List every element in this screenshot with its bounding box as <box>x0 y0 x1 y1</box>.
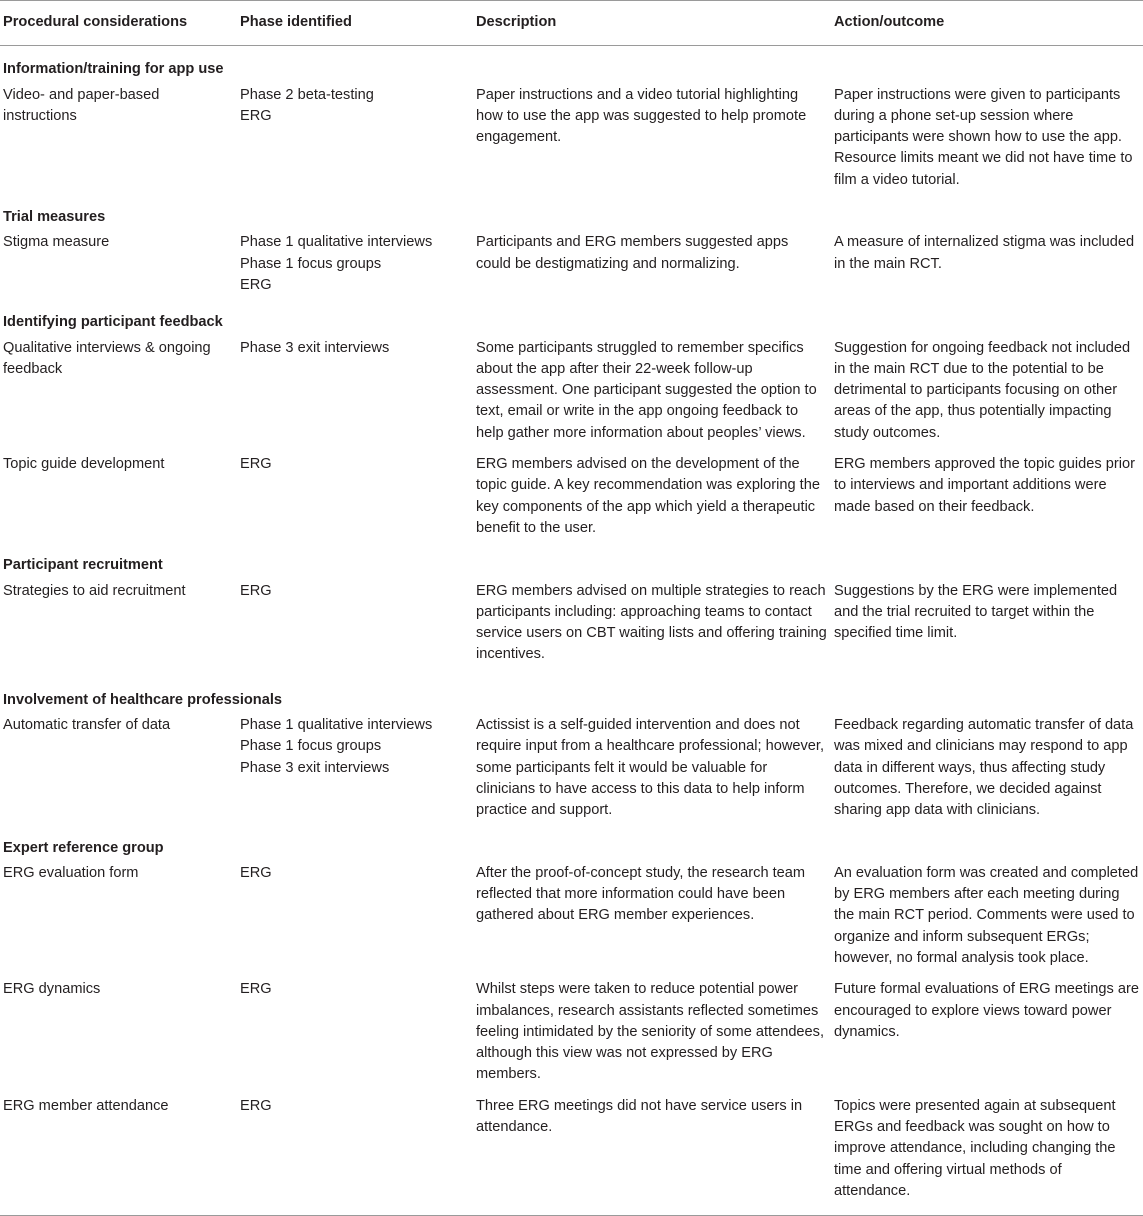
phase-cell <box>237 979 473 1095</box>
outcome-cell: An evaluation form was created and completed by ERG members after each meeting during the main RCT period. Comments were used to organize and inform subsequent ERGs; however, no formal analysis took place. <box>834 864 1139 966</box>
phase-item: ERG <box>240 456 272 473</box>
section-title: Trial measures <box>3 209 106 226</box>
table-row <box>0 338 1143 454</box>
consideration-cell: Automatic transfer of data <box>3 717 171 734</box>
table-row <box>0 863 1143 979</box>
outcome-cell: Suggestion for ongoing feedback not included in the main RCT due to the potential to be detrimental to participants focusing on other areas of the app, thus potentially impacting study outcomes. <box>834 339 1131 441</box>
phase-item: Phase 2 beta-testing <box>240 86 374 103</box>
phase-cell <box>237 338 473 454</box>
consideration-cell: ERG evaluation form <box>3 864 139 881</box>
consideration-cell: Strategies to aid recruitment <box>3 582 186 599</box>
table-row <box>0 979 1143 1095</box>
outcome-cell: Suggestions by the ERG were implemented and the trial recruited to target within the specified time limit. <box>834 582 1118 642</box>
consideration-cell: Video- and paper-based instructions <box>3 86 160 124</box>
outcome-cell: Future formal evaluations of ERG meetings are encouraged to explore views toward power dynamics. <box>834 981 1139 1040</box>
phase-cell <box>237 863 473 979</box>
consideration-cell: Stigma measure <box>3 234 110 251</box>
phase-item: ERG <box>240 981 272 998</box>
phase-item: Phase 3 exit interviews <box>240 339 390 356</box>
consideration-cell: Qualitative interviews & ongoing feedback <box>3 339 211 377</box>
phase-item: Phase 1 qualitative interviews <box>240 234 433 251</box>
outcome-cell: Feedback regarding automatic transfer of data was mixed and clinicians may respond to app data in different ways, thus affecting study outcomes. Therefore, we decided against sharing app data with clinicians. <box>834 717 1134 819</box>
phase-cell <box>237 1096 473 1216</box>
phase-item: ERG <box>240 1097 272 1114</box>
consideration-cell: ERG dynamics <box>3 981 101 998</box>
section-title: Participant recruitment <box>3 557 163 574</box>
table-header <box>0 1 1143 46</box>
section-row <box>0 46 1143 85</box>
table-row <box>0 232 1143 298</box>
phase-item: Phase 1 qualitative interviews <box>240 717 433 734</box>
section-row <box>0 676 1143 715</box>
phase-item: ERG <box>240 276 272 293</box>
outcome-cell: Paper instructions were given to participants during a phone set-up session where participants were shown how to use the app. Resource limits meant we did not have time to film a video tutorial. <box>834 86 1133 188</box>
section-title: Information/training for app use <box>3 61 224 78</box>
description-cell: Paper instructions and a video tutorial highlighting how to use the app was suggested to help promote engagement. <box>476 86 807 146</box>
phase-item: Phase 3 exit interviews <box>240 759 390 776</box>
phase-cell <box>237 715 473 823</box>
phase-item: ERG <box>240 582 272 599</box>
outcome-cell: ERG members approved the topic guides prior to interviews and important additions were made based on their feedback. <box>834 456 1135 515</box>
header-phase-identified: Phase identified <box>237 1 473 46</box>
section-title: Expert reference group <box>3 839 164 856</box>
section-row <box>0 193 1143 232</box>
header-procedural-considerations: Procedural considerations <box>0 1 237 46</box>
phase-item: ERG <box>240 864 272 881</box>
phase-cell <box>237 232 473 298</box>
header-action-outcome: Action/outcome <box>831 1 1143 46</box>
phase-item: Phase 1 focus groups <box>240 255 382 272</box>
table-row <box>0 85 1143 193</box>
description-cell: Participants and ERG members suggested apps could be destigmatizing and normalizing. <box>476 234 789 272</box>
outcome-cell: Topics were presented again at subsequent ERGs and feedback was sought on how to improve attendance, including changing the time and offering virtual methods of attendance. <box>831 1096 1143 1216</box>
description-cell: ERG members advised on the development of the topic guide. A key recommendation was exploring the key components of the app which yield a therapeutic benefit to the user. <box>476 456 820 536</box>
description-cell: Actissist is a self-guided intervention and does not require input from a healthcare professional; however, some participants felt it would be valuable for clinicians to have access to this data to help inform practice and support. <box>476 717 825 819</box>
phase-cell <box>237 581 473 676</box>
phase-item: Phase 1 focus groups <box>240 738 382 755</box>
phase-cell <box>237 454 473 541</box>
description-cell: ERG members advised on multiple strategies to reach participants including: approaching teams to contact service users on CBT waiting lists and offering training incentives. <box>476 582 827 663</box>
description-cell: Three ERG meetings did not have service users in attendance. <box>473 1096 831 1216</box>
consideration-cell: ERG member attendance <box>0 1096 237 1216</box>
section-row <box>0 824 1143 863</box>
table-row <box>0 715 1143 823</box>
section-row <box>0 298 1143 337</box>
table-body <box>0 46 1143 1216</box>
phase-cell <box>237 85 473 193</box>
consideration-cell: Topic guide development <box>3 456 165 473</box>
header-description: Description <box>473 1 831 46</box>
table-row <box>0 581 1143 676</box>
description-cell: Some participants struggled to remember specifics about the app after their 22-week follow-up assessment. One participant suggested the option to text, email or write in the app ongoing feedback to help gather more information about peoples’ views. <box>476 339 817 441</box>
outcome-cell: A measure of internalized stigma was included in the main RCT. <box>834 234 1135 272</box>
phase-item: ERG <box>240 107 272 124</box>
table-row <box>0 454 1143 541</box>
section-row <box>0 541 1143 580</box>
description-cell: After the proof-of-concept study, the research team reflected that more information could have been gathered about ERG member experiences. <box>476 864 806 924</box>
table-row <box>0 1096 1143 1216</box>
description-cell: Whilst steps were taken to reduce potential power imbalances, research assistants reflected sometimes feeling intimidated by the seniority of some attendees, although this view was not expressed by ERG members. <box>476 981 825 1083</box>
section-title: Identifying participant feedback <box>3 314 223 331</box>
section-title: Involvement of healthcare professionals <box>3 691 282 708</box>
